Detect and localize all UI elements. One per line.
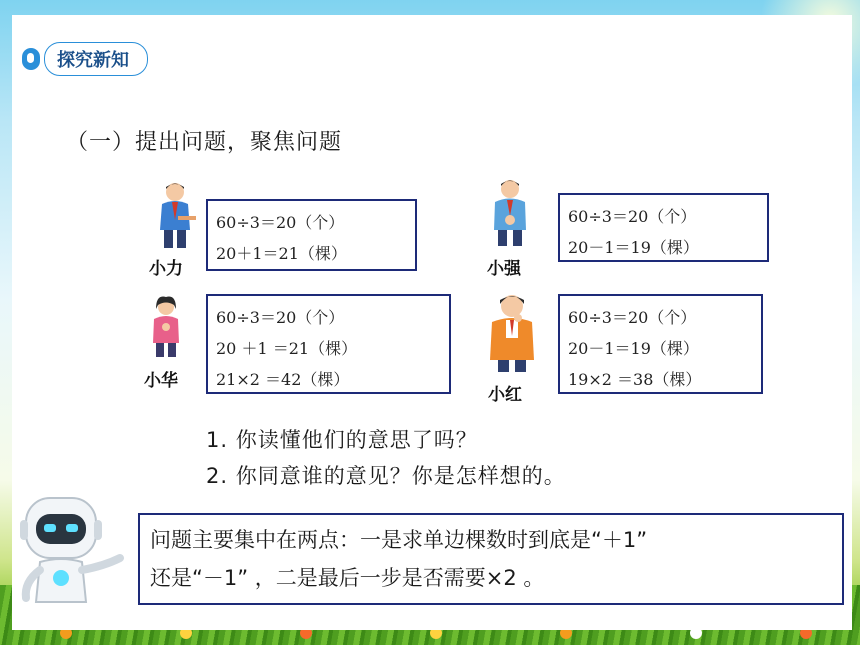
calc-box-xiaoqiang [558, 193, 769, 262]
section-title: 探究新知 [44, 42, 148, 76]
student-name: 小强 [487, 259, 521, 279]
calc-line: 21×2 ＝42（棵） [216, 370, 350, 389]
student-boy-icon [486, 176, 534, 248]
student-boy-icon [152, 180, 198, 250]
calc-line: 20 ＋1 ＝21（棵） [216, 339, 358, 358]
calc-box-xiaohong [558, 294, 763, 394]
calc-box-xiaoli [206, 199, 417, 271]
answer-box [138, 513, 844, 605]
student-girl-icon [146, 295, 186, 359]
answer-line-1: 问题主要集中在两点：一是求单边棵数时到底是“＋1” [150, 528, 648, 552]
calc-box-xiaohua [206, 294, 451, 394]
badge-marker-icon [22, 48, 40, 70]
section-badge [22, 42, 148, 76]
robot-icon [14, 492, 126, 610]
calc-line: 19×2 ＝38（棵） [568, 370, 702, 389]
student-name: 小华 [144, 371, 178, 391]
calc-line: 20－1＝19（棵） [568, 339, 699, 358]
answer-line-2: 还是“－1” ，二是最后一步是否需要×2 。 [150, 566, 545, 590]
calc-line: 20＋1＝21（棵） [216, 244, 347, 263]
calc-line: 60÷3＝20（个） [568, 207, 697, 226]
question-1: 1. 你读懂他们的意思了吗？ [206, 428, 478, 452]
calc-line: 60÷3＝20（个） [568, 308, 697, 327]
calc-line: 60÷3＝20（个） [216, 308, 345, 327]
question-2: 2. 你同意谁的意见？你是怎样想的。 [206, 464, 566, 488]
student-name: 小红 [488, 385, 522, 405]
student-boy-icon [484, 290, 540, 374]
calc-line: 60÷3＝20（个） [216, 213, 345, 232]
calc-line: 20－1＝19（棵） [568, 238, 699, 257]
page-heading: （一）提出问题，聚焦问题 [66, 130, 343, 155]
student-name: 小力 [149, 259, 183, 279]
